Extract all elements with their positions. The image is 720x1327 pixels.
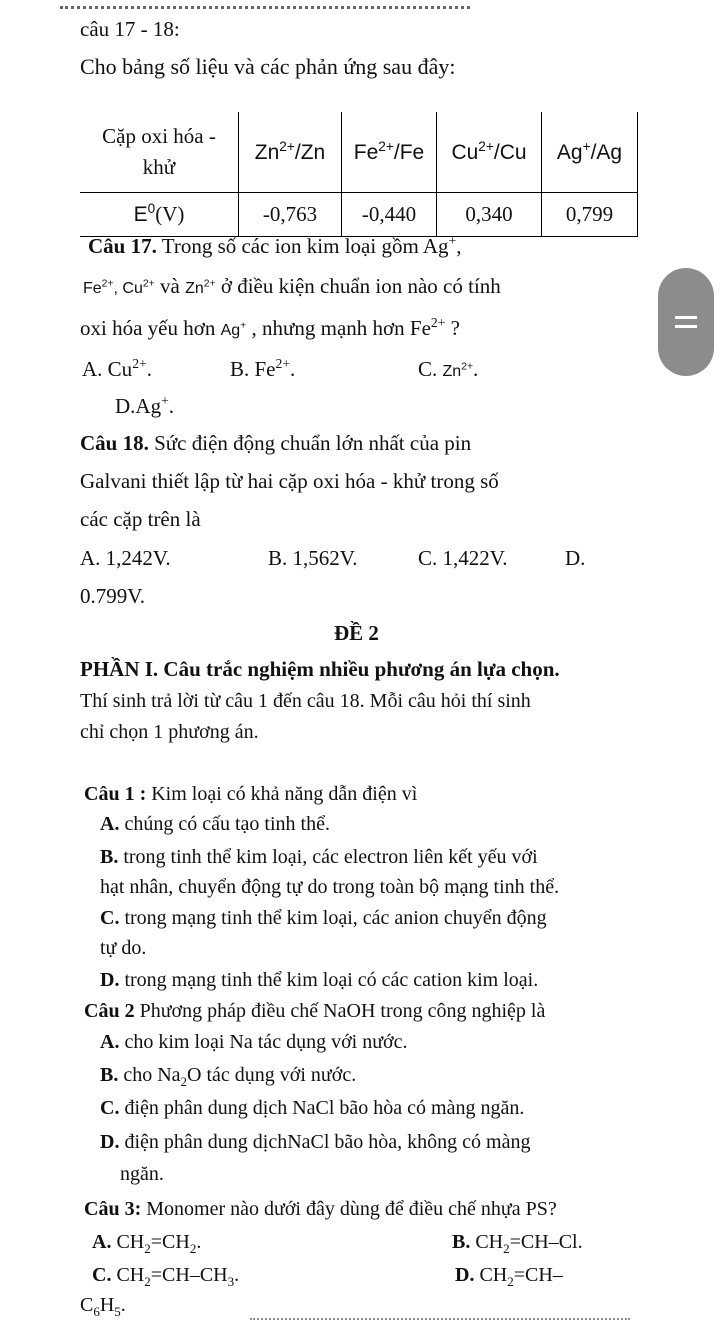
- pair-fe: $Fe^{2+}/Fe$: [342, 112, 437, 193]
- q3-option-d: D. $CH_2=CH-$: [455, 1264, 563, 1289]
- question-2: Câu 2 Phương pháp điều chế NaOH trong công nghiệp là: [84, 1000, 546, 1022]
- pair-ag: Ag+/Ag: [542, 112, 638, 193]
- part-1-line-1: Thí sinh trả lời từ câu 1 đến câu 18. Mỗi câu hỏi thí sinh: [80, 690, 531, 712]
- q3-option-d-line-2: $C_6H_5$.: [80, 1294, 126, 1319]
- scroll-drag-handle[interactable]: [658, 268, 714, 376]
- pair-zn: $Zn^{2+}/Zn$: [239, 112, 342, 193]
- question-17-line-1: Câu 17. Trong số các ion kim loại gồm Ag+,: [88, 233, 462, 258]
- q1-option-a: A. chúng có cấu tạo tinh thể.: [100, 813, 330, 835]
- pair-cu: $Cu^{2+}/Cu$: [437, 112, 542, 193]
- pair-label-2: khử: [142, 155, 176, 179]
- e0-zn: -0,763: [239, 193, 342, 237]
- q2-option-b: B. cho $Na_2O$ tác dụng với nước.: [100, 1064, 357, 1089]
- e0-fe: -0,440: [342, 193, 437, 237]
- question-17-line-3: oxi hóa yếu hơn Ag+ , nhưng mạnh hơn $Fe^{2+}$ ?: [80, 315, 460, 340]
- intro-text: Cho bảng số liệu và các phản ứng sau đây:: [80, 54, 456, 79]
- cut-off-text-top: [60, 0, 470, 9]
- q18-option-d: D.: [565, 546, 586, 570]
- pair-header-cell: [80, 112, 239, 193]
- q17-option-c: C. $Zn^{2+}$.: [418, 357, 479, 381]
- q1-option-c-line-2: tự do.: [100, 937, 147, 959]
- question-3: Câu 3: Monomer nào dưới đây dùng để điều chế nhựa PS?: [84, 1198, 557, 1220]
- question-17-line-2: $Fe^{2+}$, $Cu^{2+}$ và $Zn^{2+}$ ở điều kiện chuẩn ion nào có tính: [83, 274, 501, 298]
- q1-option-d: D. trong mạng tinh thể kim loại có các cation kim loại.: [100, 969, 539, 991]
- q17-option-a: A. $Cu^{2+}$.: [82, 356, 152, 381]
- question-18-line-3: các cặp trên là: [80, 507, 201, 531]
- q17-option-d: D.Ag+.: [115, 393, 175, 418]
- q18-option-b: B. 1,562V.: [268, 546, 358, 570]
- e0-ag: 0,799: [542, 193, 638, 237]
- section-title: câu 17 - 18:: [80, 17, 180, 41]
- exam-2-title: ĐỀ 2: [334, 621, 379, 645]
- q3-option-a: A. $CH_2=CH_2$.: [92, 1231, 202, 1256]
- e0-header-cell: $E^0(V)$: [80, 193, 239, 237]
- question-18-line-2: Galvani thiết lập từ hai cặp oxi hóa - khử trong số: [80, 469, 499, 493]
- q18-option-d-value: 0.799V.: [80, 584, 145, 608]
- q2-option-c: C. điện phân dung dịch NaCl bão hòa có màng ngăn.: [100, 1097, 525, 1119]
- q3-option-c: C. $CH_2=CH-CH_3$.: [92, 1264, 240, 1289]
- q1-option-c-line-1: C. trong mạng tinh thể kim loại, các anion chuyển động: [100, 907, 547, 929]
- q2-option-d-line-2: ngăn.: [120, 1163, 164, 1185]
- q1-option-b-line-1: B. trong tinh thể kim loại, các electron liên kết yếu với: [100, 846, 538, 868]
- question-1: Câu 1 : Kim loại có khả năng dẫn điện vì: [84, 783, 418, 805]
- part-1-heading: PHẦN I. Câu trắc nghiệm nhiều phương án lựa chọn.: [80, 657, 560, 681]
- electrode-potential-table: [80, 112, 638, 237]
- q17-option-b: B. $Fe^{2+}$.: [230, 356, 296, 381]
- question-18-line-1: Câu 18. Sức điện động chuẩn lớn nhất của pin: [80, 431, 472, 455]
- pair-label: Cặp oxi hóa -: [102, 124, 216, 148]
- part-1-line-2: chỉ chọn 1 phương án.: [80, 721, 259, 743]
- q18-option-c: C. 1,422V.: [418, 546, 508, 570]
- q2-option-a: A. cho kim loại Na tác dụng với nước.: [100, 1031, 408, 1053]
- e0-cu: 0,340: [437, 193, 542, 237]
- cut-off-text-bottom: [250, 1318, 630, 1326]
- q3-option-b: B. $CH_2=CH-Cl$.: [452, 1231, 583, 1256]
- q1-option-b-line-2: hạt nhân, chuyển động tự do trong toàn bộ mạng tinh thể.: [100, 876, 560, 898]
- q2-option-d-line-1: D. điện phân dung dịchNaCl bão hòa, không có màng: [100, 1131, 531, 1153]
- q18-option-a: A. 1,242V.: [80, 546, 171, 570]
